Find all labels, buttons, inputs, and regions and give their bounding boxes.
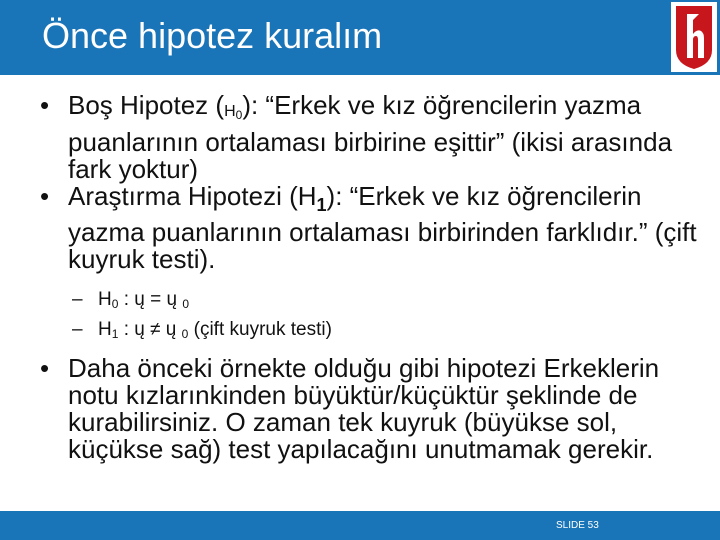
footer-bar: [0, 511, 720, 540]
dash-marker: –: [72, 319, 83, 341]
bullet-text-cont: ): “Erkek ve kız öğrencilerin yazma puanlarının ortalaması birbirine eşittir” (ikisi arasında fark yoktur): [68, 90, 673, 184]
bullet-marker: •: [40, 353, 50, 384]
bullet-null-hypothesis: [40, 92, 700, 183]
sub-item-h0: – H0 : ų = ų 0: [72, 289, 190, 312]
bullet-text-cont: ): “Erkek ve kız öğrencilerin yazma puanlarının ortalaması birbirinden farklıdır.” (çift kuyruk testi).: [68, 181, 697, 275]
sub-item-h1: – H1 : ų ≠ ų 0 (çift kuyruk testi): [72, 319, 332, 342]
bullet-research-hypothesis: [40, 183, 700, 273]
hacettepe-h-logo-icon: [671, 2, 717, 72]
h0-symbol: H0: [224, 103, 243, 122]
bullet-marker: •: [40, 181, 50, 211]
slide-title: Önce hipotez kuralım: [42, 15, 383, 56]
slide-number: SLIDE 53: [556, 520, 599, 531]
bullet-text: Araştırma Hipotezi (: [68, 181, 298, 211]
bullet-text: Daha önceki örnekte olduğu gibi hipotezi Erkeklerin notu kızlarınkinden büyüktür/küçüktür şeklinde de kurabilirsiniz. O zaman tek kuyruk (büyükse sol, küçükse sağ) test yapılacağını unutmamak gerekir.: [68, 353, 660, 465]
bullet-one-tailed-note: [40, 355, 700, 463]
slide-body: [40, 92, 700, 463]
h1-symbol: H: [297, 181, 317, 211]
dash-marker: –: [72, 289, 83, 311]
h1-subscript: 1: [316, 195, 327, 216]
bullet-text: Boş Hipotez (: [68, 90, 225, 120]
title-bar: [0, 0, 720, 75]
bullet-marker: •: [40, 90, 50, 120]
